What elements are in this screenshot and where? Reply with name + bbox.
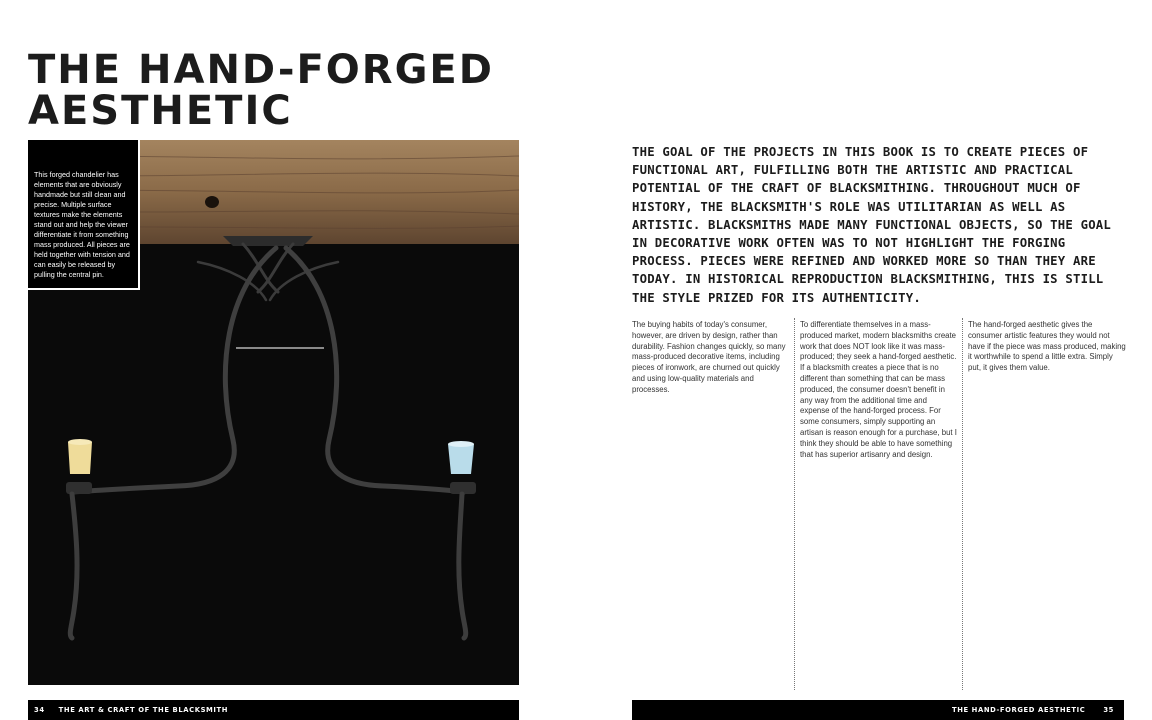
intro-paragraph: THE GOAL OF THE PROJECTS IN THIS BOOK IS TO CREATE PIECES OF FUNCTIONAL ART, FULFILLING BOTH THE ARTISTIC AND PRACTICAL POTENTIAL OF THE CRAFT OF BLACKSMITHING. THROUGHOUT MUCH OF HISTORY, THE BLACKSMITH'S ROLE WAS UTILITARIAN AS WELL AS ARTISTIC. BLACKSMITHS MADE MANY FUNCTIONAL OBJECTS, SO THE GOAL IN DECORATIVE WORK OFTEN WAS TO NOT HIGHLIGHT THE FORGING PROCESS. PIECES WERE REFINED AND WORKED MORE SO THAN THEY ARE TODAY. IN HISTORICAL REPRODUCTION BLACKSMITHING, THIS IS STILL THE STYLE PRIZED FOR ITS AUTHENTICITY. xyxy=(632,145,1112,305)
column-divider xyxy=(794,318,795,690)
footer-right xyxy=(632,700,1124,720)
page-title: THE HAND-FORGED AESTHETIC xyxy=(28,47,494,134)
page-number-right: 35 xyxy=(1103,706,1114,714)
photo-caption: This forged chandelier has elements that are obviously handmade but still clean and precise. Multiple surface textures make the elements stand out and help the viewer differentiate it from something mass produced. All pieces are held together with tension and can easily be released by pulling the central pin. xyxy=(28,140,140,290)
running-title-right: THE HAND-FORGED AESTHETIC xyxy=(951,706,1086,714)
body-column-1: The buying habits of today's consumer, however, are driven by design, rather than durability. Fashion changes quickly, so many mass-produced decorative items, including pieces of ironwork, are churned out quickly and using low-quality materials and processes. xyxy=(632,320,786,394)
body-column-2: To differentiate themselves in a mass-produced market, modern blacksmiths create work that does NOT look like it was mass-produced; they seek a hand-forged aesthetic. If a blacksmith creates a piece that is no different than something that can be mass produced, the consumer doesn't benefit in any way from the additional time and expense of the hand-forged process. For some consumers, simply supporting an artisan is reason enough for a purchase, but I think they should be able to have something that has superior artisanry and design. xyxy=(800,320,957,459)
knot-hole xyxy=(205,196,219,208)
running-title-left: THE ART & CRAFT OF THE BLACKSMITH xyxy=(58,706,229,714)
page-number-left: 34 xyxy=(34,706,45,714)
body-column-3: The hand-forged aesthetic gives the consumer artistic features they would not have if the piece was mass produced, making it worthwhile to spend a little extra. Simply put, it gives them value. xyxy=(968,320,1126,373)
footer-left xyxy=(28,700,519,720)
column-divider xyxy=(962,318,963,690)
